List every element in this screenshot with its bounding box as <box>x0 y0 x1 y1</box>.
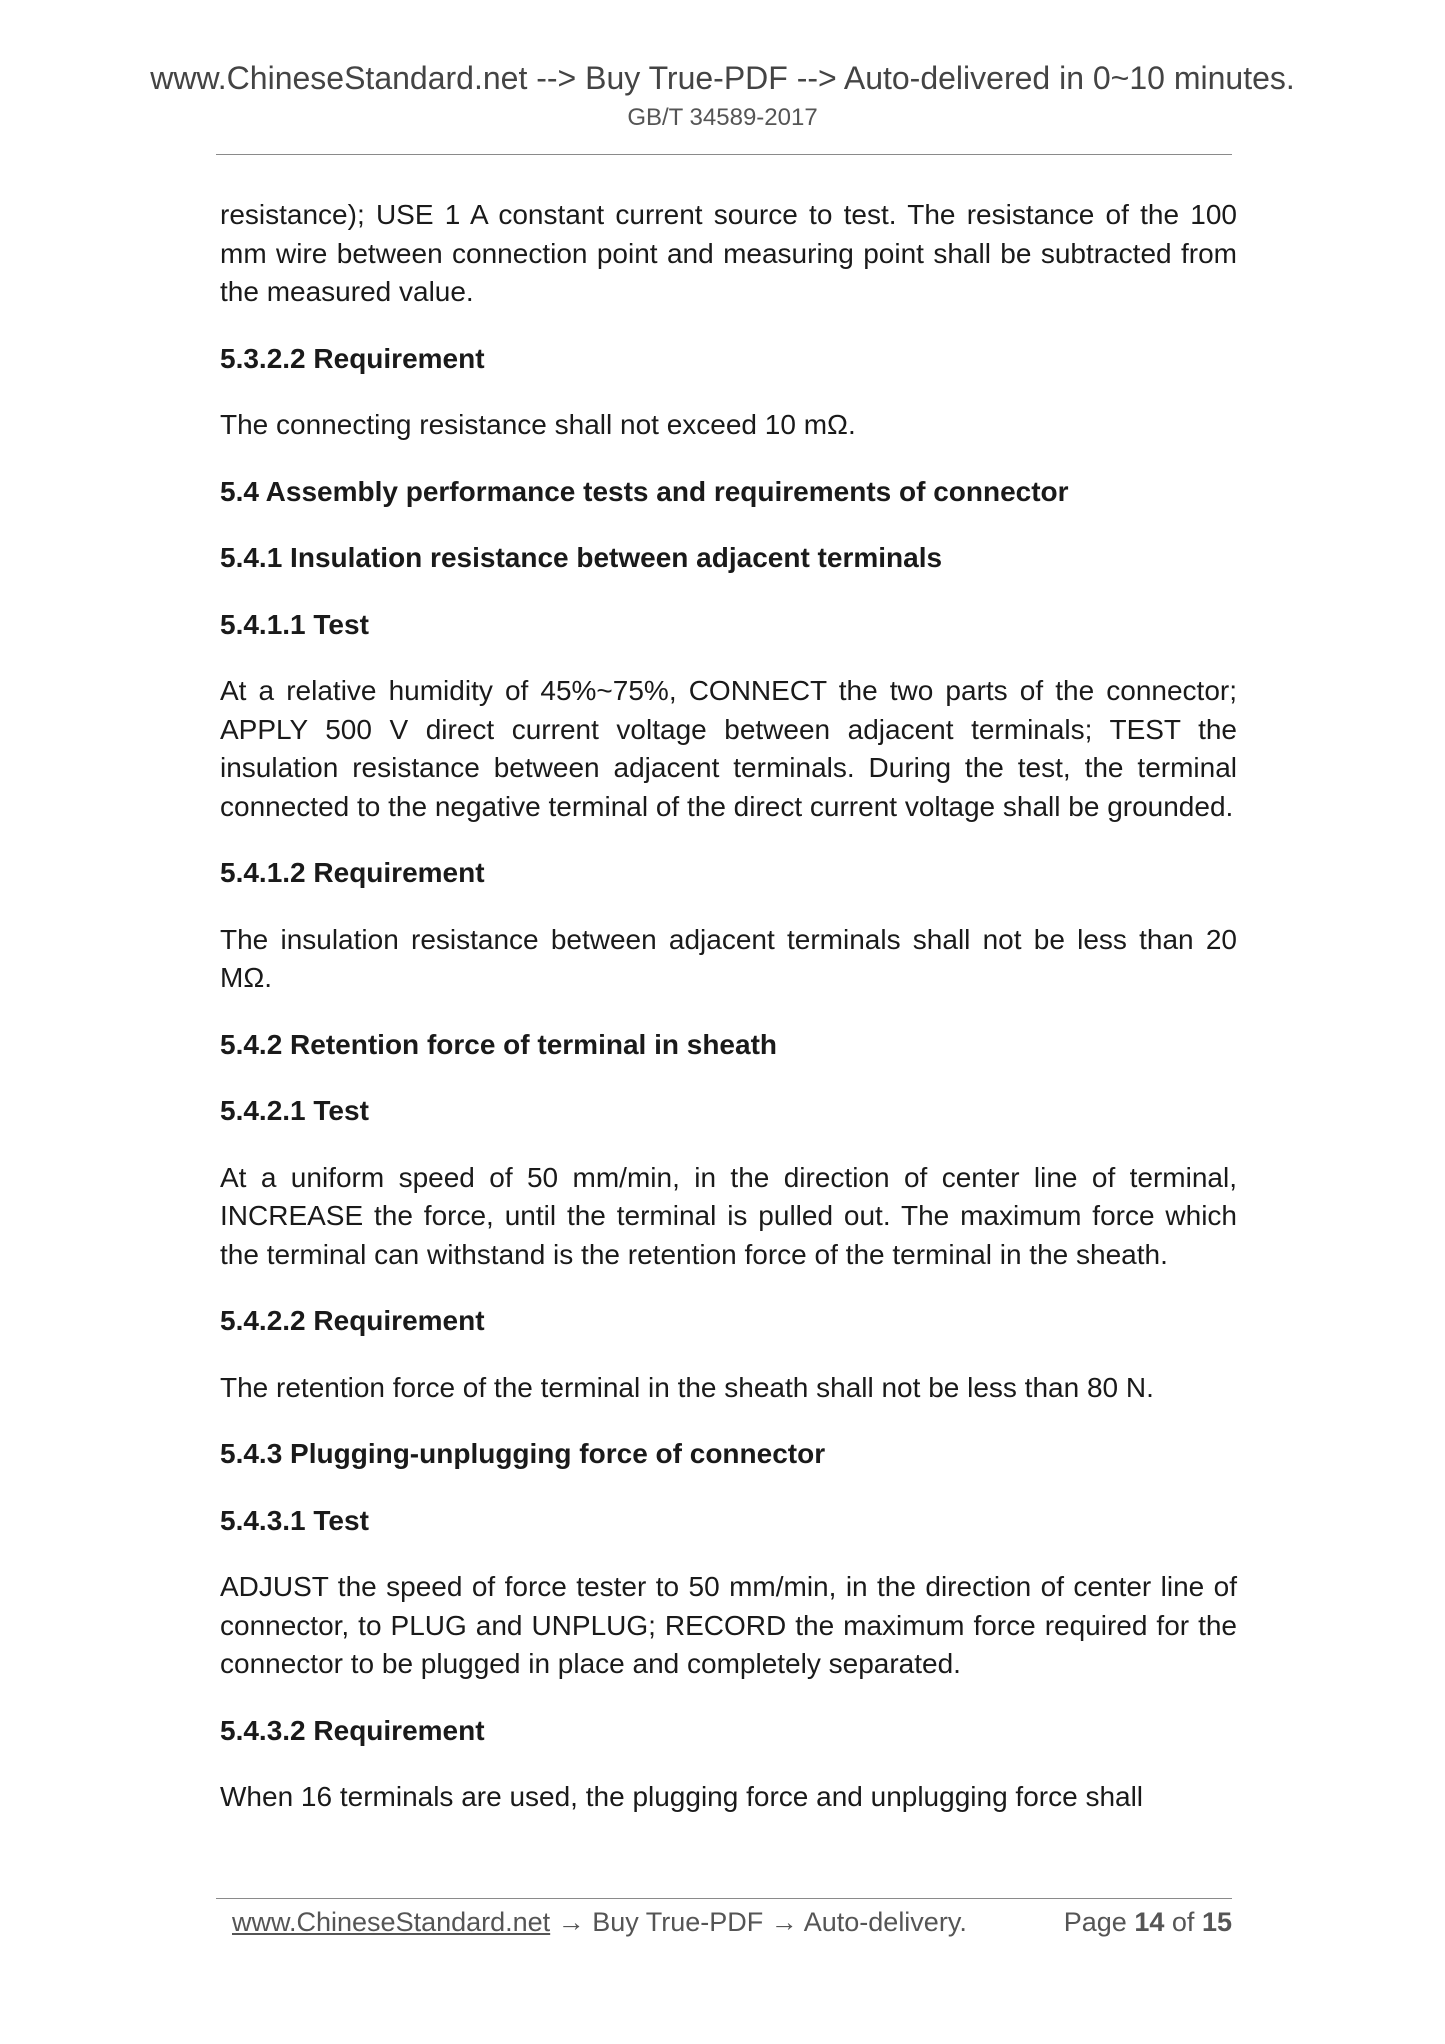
paragraph: The retention force of the terminal in the sheath shall not be less than 80 N. <box>220 1371 1154 1403</box>
section-heading: 5.3.2.2 Requirement <box>220 342 485 374</box>
section-heading: 5.4 Assembly performance tests and requirements of connector <box>220 475 1069 507</box>
section-heading: 5.4.3.1 Test <box>220 1504 369 1536</box>
section-heading: 5.4.1.2 Requirement <box>220 857 485 888</box>
page-total: 15 <box>1201 1907 1232 1937</box>
paragraph: At a uniform speed of 50 mm/min, in the direction of center line of terminal, INCREASE the force, until the terminal is pulled out. The maximum force which the terminal can withstand is the retention force of the terminal in the sheath. <box>220 1161 1237 1270</box>
section-heading: 5.4.3.2 Requirement <box>220 1714 485 1746</box>
footer-divider <box>216 1898 1232 1899</box>
paragraph: When 16 terminals are used, the plugging force and unplugging force shall <box>220 1781 1144 1812</box>
paragraph: The insulation resistance between adjacent terminals shall not be less than 20 MΩ. <box>220 923 1237 993</box>
page-number: 14 <box>1134 1907 1165 1937</box>
standard-code: GB/T 34589-2017 <box>627 104 818 131</box>
page-header <box>0 58 1445 134</box>
page-counter <box>1064 1904 1232 1940</box>
header-divider <box>216 154 1232 155</box>
paragraph: ADJUST the speed of force tester to 50 mm/min, in the direction of center line of connector, to PLUG and UNPLUG; RECORD the maximum force required for the connector to be plugged in place and completely separated. <box>220 1571 1237 1679</box>
header-promo-line: www.ChineseStandard.net --> Buy True-PDF --> Auto-delivered in 0~10 minutes. <box>150 60 1295 96</box>
footer-promo <box>232 1904 967 1940</box>
paragraph: resistance); USE 1 A constant current source to test. The resistance of the 100 mm wire between connection point and measuring point shall be subtracted from the measured value. <box>220 199 1237 307</box>
footer-promo-tail: → Buy True-PDF → Auto-delivery. <box>550 1907 967 1937</box>
footer-site-link[interactable]: www.ChineseStandard.net <box>232 1907 551 1937</box>
section-heading: 5.4.2.1 Test <box>220 1095 369 1126</box>
section-heading: 5.4.2 Retention force of terminal in sheath <box>220 1028 778 1060</box>
of-label: of <box>1171 1907 1195 1937</box>
section-heading: 5.4.3 Plugging-unplugging force of connector <box>220 1438 826 1469</box>
paragraph: At a relative humidity of 45%~75%, CONNECT the two parts of the connector; APPLY 500 V direct current voltage between adjacent terminals; TEST the insulation resistance between adjacent terminals. During the test, the terminal connected to the negative terminal of the direct current voltage shall be grounded. <box>220 675 1237 822</box>
document-body <box>220 196 1237 1817</box>
paragraph: The connecting resistance shall not exceed 10 mΩ. <box>220 409 856 440</box>
section-heading: 5.4.2.2 Requirement <box>220 1305 485 1336</box>
section-heading: 5.4.1 Insulation resistance between adjacent terminals <box>220 542 943 573</box>
page-label: Page <box>1063 1907 1127 1937</box>
section-heading: 5.4.1.1 Test <box>220 608 369 640</box>
